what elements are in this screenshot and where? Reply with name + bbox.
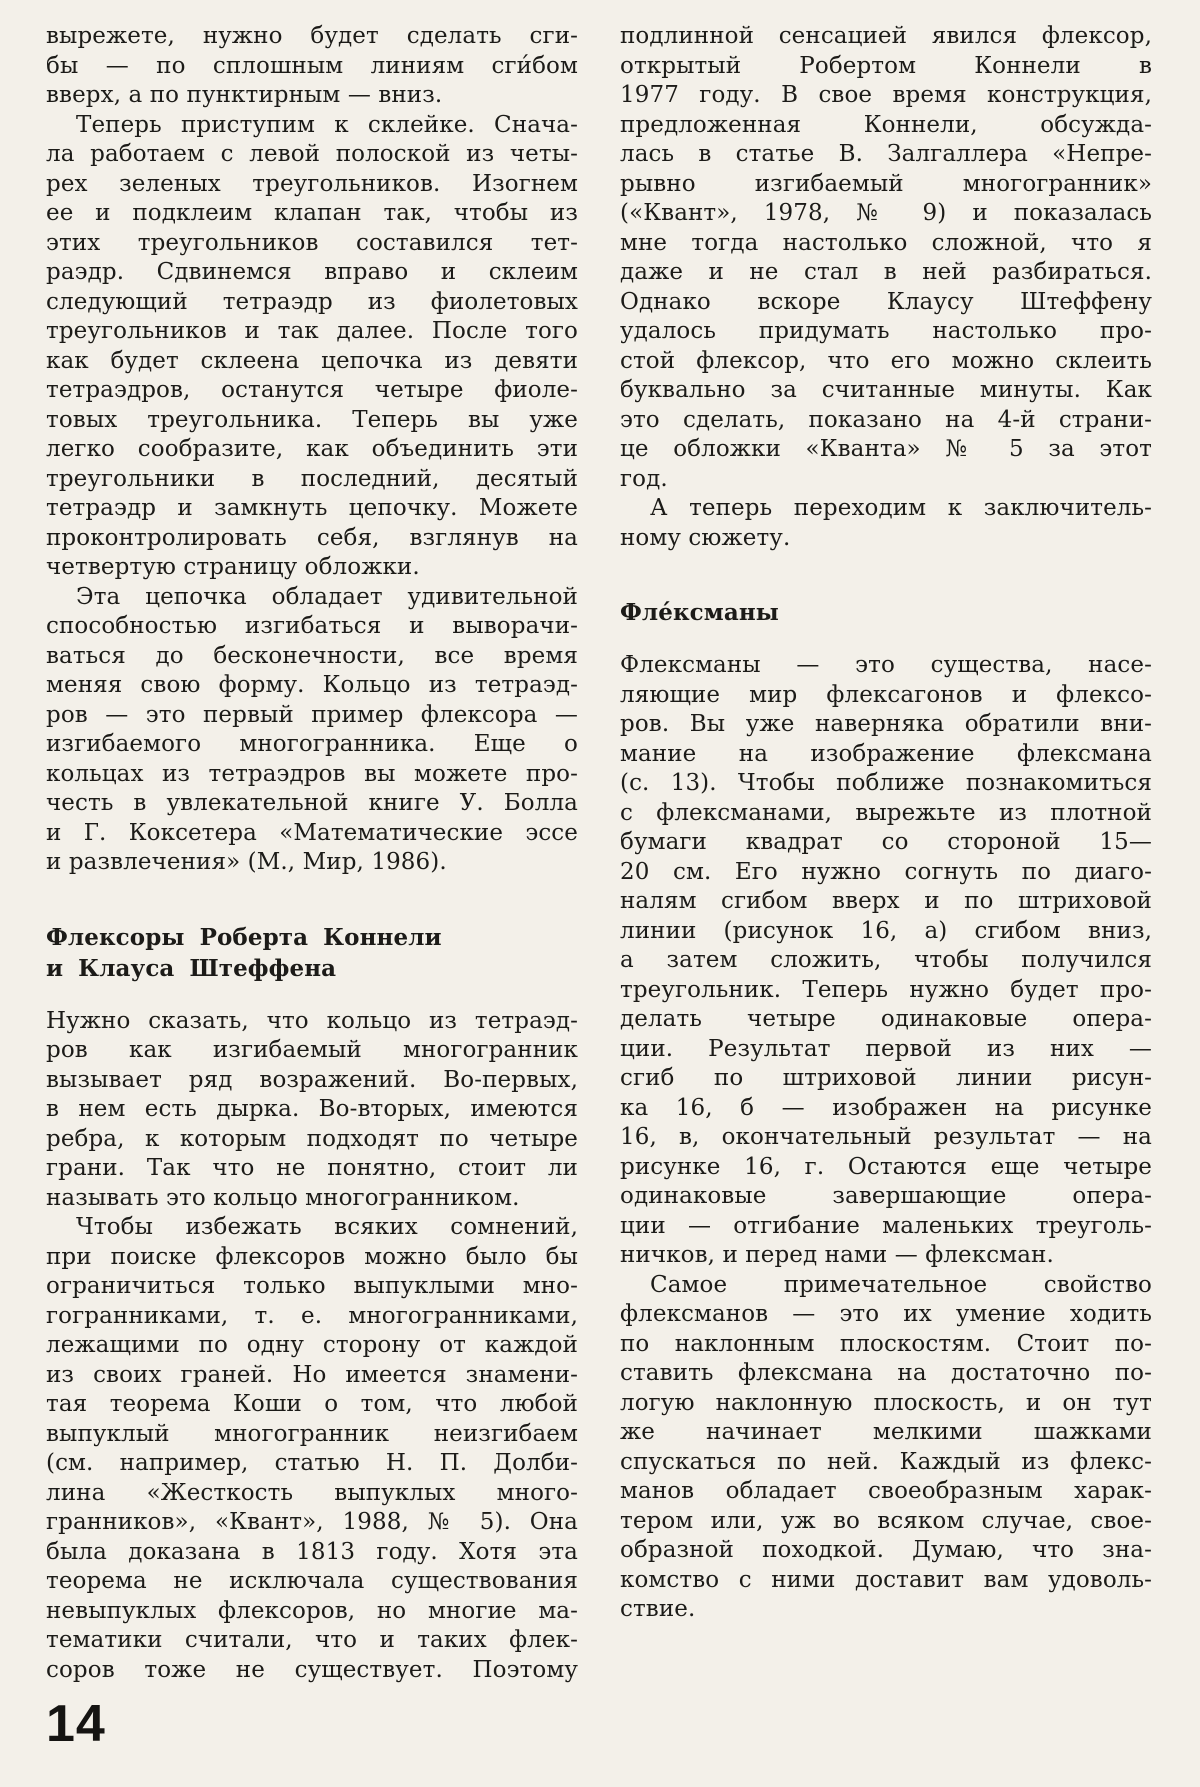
text-line: раэдр. Сдвинемся вправо и склеим xyxy=(46,259,578,285)
text-line: це обложки «Кванта» № 5 за этот xyxy=(620,436,1152,462)
paragraph xyxy=(46,1007,578,1214)
paragraph xyxy=(620,494,1152,553)
text-line: кольцах из тетраэдров вы можете про- xyxy=(46,760,578,787)
text-line: рывно изгибаемый многогранник» xyxy=(620,170,1152,197)
text-line: удалось придумать настолько про- xyxy=(620,318,1152,344)
text-line: бумаги квадрат со стороной 15— xyxy=(620,829,1152,855)
text-line: 20 см. Его нужно согнуть по диаго- xyxy=(620,858,1152,885)
right-column xyxy=(620,22,1152,1625)
text-line: тематики считали, что и таких флек- xyxy=(46,1627,578,1653)
text-line: проконтролировать себя, взглянув на xyxy=(46,524,578,551)
text-line: ла работаем с левой полоской из четы- xyxy=(46,141,578,167)
text-line: налям сгибом вверх и по штриховой xyxy=(620,888,1152,914)
text-line: и Клауса Штеффена xyxy=(46,954,337,982)
text-line: Однако вскоре Клаусу Штеффену xyxy=(620,288,1152,315)
text-line: подлинной сенсацией явился флексор, xyxy=(620,23,1152,49)
text-line: тетраэдров, останутся четыре фиоле- xyxy=(46,377,578,403)
text-line: а затем сложить, чтобы получился xyxy=(620,947,1152,973)
paragraph xyxy=(46,1213,578,1685)
text-line: ее и подклеим клапан так, чтобы из xyxy=(46,200,578,226)
text-line: ляющие мир флексагонов и флексо- xyxy=(620,681,1152,708)
text-line: ка 16, б — изображен на рисунке xyxy=(620,1094,1152,1121)
text-line: (см. например, статью Н. П. Долби- xyxy=(46,1450,578,1476)
text-line: это сделать, показано на 4-й страни- xyxy=(620,406,1152,433)
text-line: четвертую страницу обложки. xyxy=(46,554,420,580)
text-line: же начинает мелкими шажками xyxy=(620,1419,1152,1445)
paragraph xyxy=(46,22,578,111)
text-line: вырежете, нужно будет сделать сги- xyxy=(46,23,578,49)
text-line: (с. 13). Чтобы поближе познакомиться xyxy=(620,770,1152,796)
text-line: треугольников и так далее. После того xyxy=(46,318,578,344)
text-line: логую наклонную плоскость, и он тут xyxy=(620,1389,1152,1416)
text-line: образной походкой. Думаю, что зна- xyxy=(620,1537,1152,1563)
text-line: ров — это первый пример флексора — xyxy=(46,701,578,728)
text-line: была доказана в 1813 году. Хотя эта xyxy=(46,1538,578,1565)
left-column xyxy=(46,22,578,1685)
text-line: как будет склеена цепочка из девяти xyxy=(46,347,578,374)
text-line: ваться до бесконечности, все время xyxy=(46,642,578,669)
text-line: этих треугольников составился тет- xyxy=(46,229,578,256)
text-line: рех зеленых треугольников. Изогнем xyxy=(46,170,578,197)
text-line: ров. Вы уже наверняка обратили вни- xyxy=(620,711,1152,737)
text-line: флексманов — это их умение ходить xyxy=(620,1301,1152,1327)
text-line: сгиб по штриховой линии рисун- xyxy=(620,1065,1152,1091)
text-line: мание на изображение флексмана xyxy=(620,740,1152,767)
paragraph xyxy=(620,1271,1152,1625)
text-line: невыпуклых флексоров, но многие ма- xyxy=(46,1597,578,1624)
text-line: ребра, к которым подходят по четыре xyxy=(46,1125,578,1152)
text-line: гогранниками, т. е. многогранниками, xyxy=(46,1302,578,1329)
paragraph xyxy=(46,111,578,583)
section-heading xyxy=(620,597,1152,628)
text-line: Чтобы избежать всяких сомнений, xyxy=(76,1214,578,1240)
text-line: ограничиться только выпуклыми мно- xyxy=(46,1273,578,1299)
text-line: ции — отгибание маленьких треуголь- xyxy=(620,1212,1152,1239)
text-line: легко сообразите, как объединить эти xyxy=(46,436,578,462)
text-line: Эта цепочка обладает удивительной xyxy=(76,583,578,610)
text-line: линии (рисунок 16, а) сгибом вниз, xyxy=(620,917,1152,944)
text-line: («Квант», 1978, № 9) и показалась xyxy=(620,200,1152,226)
text-line: одинаковые завершающие опера- xyxy=(620,1183,1152,1209)
text-line: предложенная Коннели, обсужда- xyxy=(620,111,1152,138)
text-line: меняя свою форму. Кольцо из тетраэд- xyxy=(46,672,578,698)
text-line: лась в статье В. Залгаллера «Непре- xyxy=(620,141,1152,167)
text-line: Фле́ксманы xyxy=(620,599,779,626)
text-line: гранников», «Квант», 1988, № 5). Она xyxy=(46,1509,578,1535)
text-line: честь в увлекательной книге У. Болла xyxy=(46,790,578,816)
paragraph xyxy=(46,583,578,878)
text-line: и развлечения» (М., Мир, 1986). xyxy=(46,849,447,875)
text-line: 1977 году. В свое время конструкция, xyxy=(620,82,1152,108)
text-line: 16, в, окончательный результат — на xyxy=(620,1124,1152,1150)
text-line: вызывает ряд возражений. Во-первых, xyxy=(46,1066,578,1093)
text-line: год. xyxy=(620,465,668,492)
text-line: ному сюжету. xyxy=(620,524,791,551)
text-line: в нем есть дырка. Во-вторых, имеются xyxy=(46,1096,578,1122)
text-line: бы — по сплошным линиям сги́бом xyxy=(46,52,578,79)
text-line: выпуклый многогранник неизгибаем xyxy=(46,1420,578,1447)
text-line: лежащими по одну сторону от каждой xyxy=(46,1332,578,1358)
page-number: 14 xyxy=(46,1695,106,1753)
text-line: по наклонным плоскостям. Стоит по- xyxy=(620,1330,1152,1357)
text-line: Флексманы — это существа, насе- xyxy=(620,652,1152,678)
text-line: спускаться по ней. Каждый из флекс- xyxy=(620,1448,1152,1475)
paragraph xyxy=(620,22,1152,494)
text-line: способностью изгибаться и выворачи- xyxy=(46,613,578,639)
section-heading xyxy=(46,922,578,984)
text-line: следующий тетраэдр из фиолетовых xyxy=(46,288,578,315)
text-line: рисунке 16, г. Остаются еще четыре xyxy=(620,1153,1152,1180)
text-line: из своих граней. Но имеется знамени- xyxy=(46,1361,578,1388)
text-line: тером или, уж во всяком случае, свое- xyxy=(620,1507,1152,1534)
text-line: вверх, а по пунктирным — вниз. xyxy=(46,82,443,108)
text-line: Теперь приступим к склейке. Снача- xyxy=(76,111,578,138)
text-line: Нужно сказать, что кольцо из тетраэд- xyxy=(46,1007,578,1034)
text-line: даже и не стал в ней разбираться. xyxy=(620,259,1152,285)
paragraph xyxy=(620,651,1152,1271)
text-line: с флексманами, вырежьте из плотной xyxy=(620,799,1152,826)
text-line: тая теорема Коши о том, что любой xyxy=(46,1391,578,1417)
text-line: мне тогда настолько сложной, что я xyxy=(620,229,1152,256)
text-line: соров тоже не существует. Поэтому xyxy=(46,1656,578,1683)
text-line: ров как изгибаемый многогранник xyxy=(46,1037,578,1063)
text-line: манов обладает своеобразным харак- xyxy=(620,1478,1152,1504)
text-line: ции. Результат первой из них — xyxy=(620,1035,1152,1062)
text-line: называть это кольцо многогранником. xyxy=(46,1184,520,1211)
text-line: теорема не исключала существования xyxy=(46,1568,578,1594)
text-line: лина «Жесткость выпуклых много- xyxy=(46,1479,578,1506)
text-line: грани. Так что не понятно, стоит ли xyxy=(46,1155,578,1181)
text-line: товых треугольника. Теперь вы уже xyxy=(46,406,578,433)
text-line: комство с ними доставит вам удоволь- xyxy=(620,1566,1152,1593)
text-line: буквально за считанные минуты. Как xyxy=(620,377,1152,403)
text-line: А теперь переходим к заключитель- xyxy=(650,495,1152,521)
text-line: делать четыре одинаковые опера- xyxy=(620,1006,1152,1032)
text-line: изгибаемого многогранника. Еще о xyxy=(46,731,578,757)
text-line: Самое примечательное свойство xyxy=(650,1271,1152,1298)
text-line: открытый Робертом Коннели в xyxy=(620,52,1152,79)
text-line: ничков, и перед нами — флексман. xyxy=(620,1242,1054,1268)
text-line: при поиске флексоров можно было бы xyxy=(46,1243,578,1270)
text-line: Флексоры Роберта Коннели xyxy=(46,923,442,951)
text-line: ставить флексмана на достаточно по- xyxy=(620,1360,1152,1386)
text-line: стой флексор, что его можно склеить xyxy=(620,347,1152,374)
text-line: треугольник. Теперь нужно будет про- xyxy=(620,976,1152,1003)
text-line: треугольники в последний, десятый xyxy=(46,465,578,492)
text-line: ствие. xyxy=(620,1596,696,1622)
text-line: тетраэдр и замкнуть цепочку. Можете xyxy=(46,495,578,521)
text-line: и Г. Коксетера «Математические эссе xyxy=(46,819,578,846)
